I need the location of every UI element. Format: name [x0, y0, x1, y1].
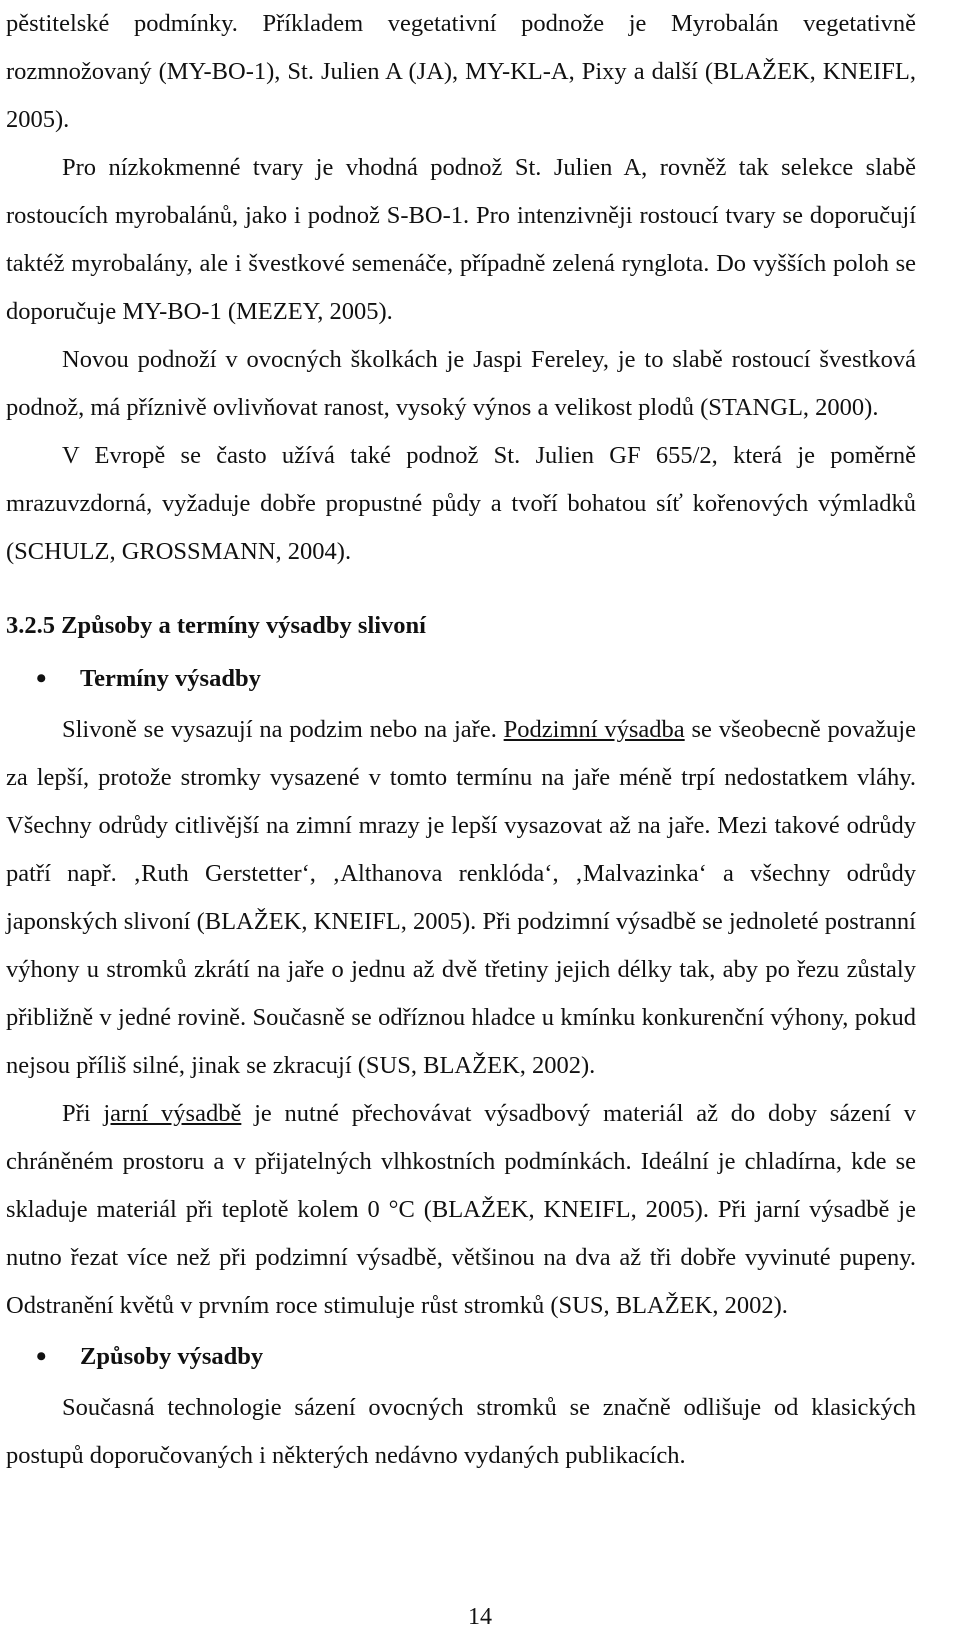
underlined-term: Podzimní výsadba [503, 716, 685, 743]
paragraph-gf-655: V Evropě se často užívá také podnož St. Julien GF 655/2, která je poměrně mrazuvzdorná, vyžaduje dobře propustné půdy a tvoří bohatou síť kořenových výmladků (SCHULZ, GROSSMANN, 2004). [6, 442, 916, 565]
bullet-title: Způsoby výsadby [80, 1343, 264, 1370]
text-run: Slivoně se vysazují na podzim nebo na jaře. [62, 716, 504, 743]
paragraph-rootstocks-intro: pěstitelské podmínky. Příkladem vegetativní podnože je Myrobalán vegetativně rozmnožovaný (MY-BO-1), St. Julien A (JA), MY-KL-A, Pixy a další (BLAŽEK, KNEIFL, 2005). [6, 10, 916, 133]
bullet-heading-planting-dates [6, 652, 916, 706]
bullet-icon: • [36, 1340, 47, 1373]
bullet-body-planting-dates [6, 706, 916, 1330]
section-heading: 3.2.5 Způsoby a termíny výsadby slivoní [6, 612, 426, 639]
page-number: 14 [468, 1604, 492, 1630]
bullet-heading-planting-methods [6, 1330, 916, 1384]
text-run: je nutné přechovávat výsadbový materiál až do doby sázení v chráněném prostoru a v přijatelných vlhkostních podmínkách. Ideální je chladírna, kde se skladuje materiál při teplotě kolem 0 °C (BLAŽEK, KNEIFL, 2005). Při jarní výsadbě je nutno řezat více než při podzimní výsadbě, většinou na dva až tři dobře vyvinuté pupeny. Odstranění květů v prvním roce stimuluje růst stromků (SUS, BLAŽEK, 2002). [6, 1100, 916, 1319]
bullet-icon: • [36, 662, 47, 695]
underlined-term: jarní výsadbě [103, 1100, 242, 1127]
paragraph-low-stem-rootstocks: Pro nízkokmenné tvary je vhodná podnož St. Julien A, rovněž tak selekce slabě rostoucích myrobalánů, jako i podnož S-BO-1. Pro intenzivněji rostoucí tvary se doporučují taktéž myrobalány, ale i švestkové semenáče, případně zelená rynglota. Do vyšších poloh se doporučuje MY-BO-1 (MEZEY, 2005). [6, 154, 916, 325]
text-run: se všeobecně považuje za lepší, protože stromky vysazené v tomto termínu na jaře méně trpí nedostatkem vláhy. Všechny odrůdy citlivější na zimní mrazy je lepší vysazovat až na jaře. Mezi takové odrůdy patří např. ‚Ruth Gerstetter‘, ‚Althanova renklóda‘, ‚Malvazinka‘ a všechny odrůdy japonských slivoní (BLAŽEK, KNEIFL, 2005). Při podzimní výsadbě se jednoleté postranní výhony u stromků zkrátí na jaře o jednu až dvě třetiny jejich délky tak, aby po řezu zůstaly přibližně v jedné rovině. Současně se odříznou hladce u kmínku konkurenční výhony, pokud nejsou příliš silné, jinak se zkracují (SUS, BLAŽEK, 2002). [6, 716, 916, 1079]
paragraph-jaspi-fereley: Novou podnoží v ovocných školkách je Jaspi Fereley, je to slabě rostoucí švestková podnož, má příznivě ovlivňovat ranost, vysoký výnos a velikost plodů (STANGL, 2000). [6, 346, 916, 421]
text-run: Při [62, 1100, 104, 1127]
paragraph-autumn-planting [6, 706, 916, 1090]
paragraph-spring-planting [6, 1090, 916, 1330]
bullet-body-planting-methods [6, 1384, 916, 1480]
page-content [6, 0, 916, 1480]
bullet-title: Termíny výsadby [80, 665, 261, 692]
paragraph-current-technology: Současná technologie sázení ovocných stromků se značně odlišuje od klasických postupů doporučovaných i některých nedávno vydaných publikacích. [6, 1394, 916, 1469]
